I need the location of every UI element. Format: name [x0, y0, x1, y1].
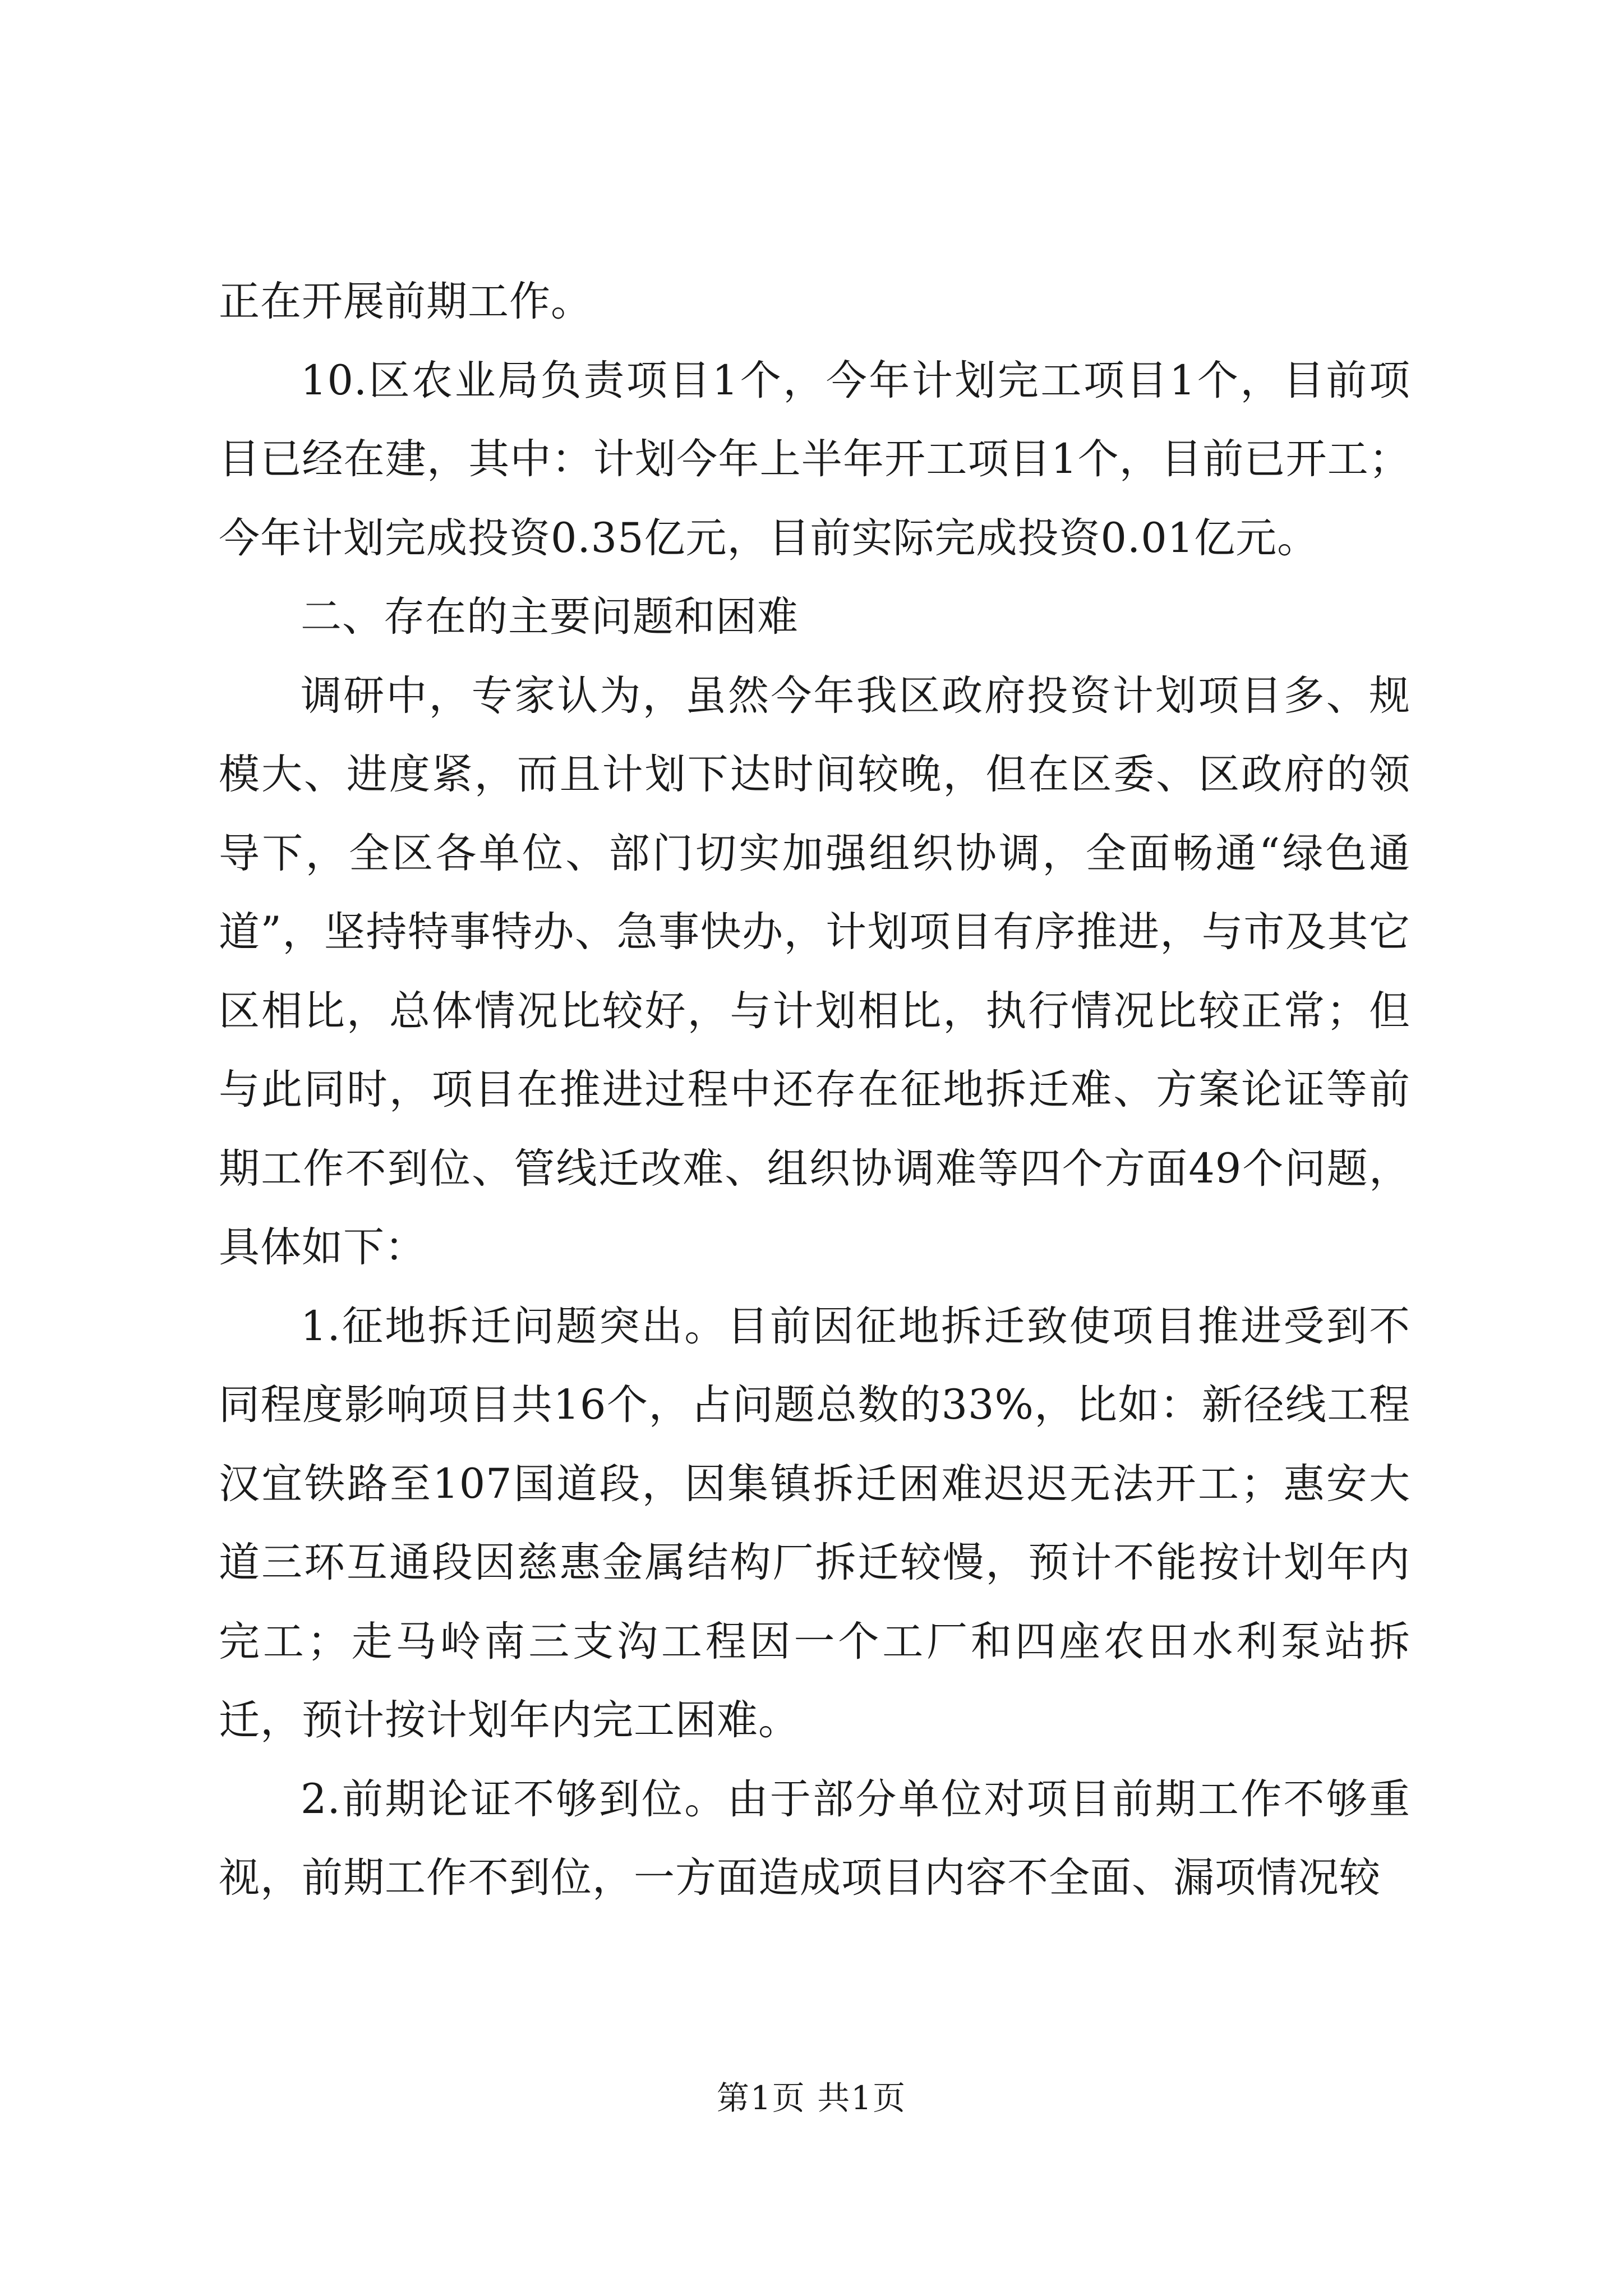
paragraph-continuation: 正在开展前期工作。 — [219, 278, 592, 325]
paragraph-item-10: 10.区农业局负责项目1个，今年计划完工项目1个，目前项目已经在建，其中：计划今年上半年开工项目1个，目前已开工；今年计划完成投资0.35亿元，目前实际完成投资0.01亿元。 — [219, 356, 1410, 562]
document-body — [219, 263, 1410, 1918]
paragraph-issue-2: 2.前期论证不够到位。由于部分单位对项目前期工作不够重视，前期工作不到位，一方面造成项目内容不全面、漏项情况较 — [219, 1775, 1410, 1902]
page-footer: 第1页 共1页 — [716, 2079, 907, 2117]
paragraph-issue-1: 1.征地拆迁问题突出。目前因征地拆迁致使项目推进受到不同程度影响项目共16个，占问题总数的33%，比如：新径线工程汉宜铁路至107国道段，因集镇拆迁困难迟迟无法开工；惠安大道三环互通段因慈惠金属结构厂拆迁较慢，预计不能按计划年内完工；走马岭南三支沟工程因一个工厂和四座农田水利泵站拆迁，预计按计划年内完工困难。 — [219, 1302, 1410, 1744]
paragraph-research-summary: 调研中，专家认为，虽然今年我区政府投资计划项目多、规模大、进度紧，而且计划下达时间较晚，但在区委、区政府的领导下，全区各单位、部门切实加强组织协调，全面畅通“绿色通道”，坚持特事特办、急事快办，计划项目有序推进，与市及其它区相比，总体情况比较好，与计划相比，执行情况比较正常；但与此同时，项目在推进过程中还存在征地拆迁难、方案论证等前期工作不到位、管线迁改难、组织协调难等四个方面49个问题，具体如下： — [219, 671, 1410, 1271]
section-heading: 二、存在的主要问题和困难 — [301, 593, 799, 641]
